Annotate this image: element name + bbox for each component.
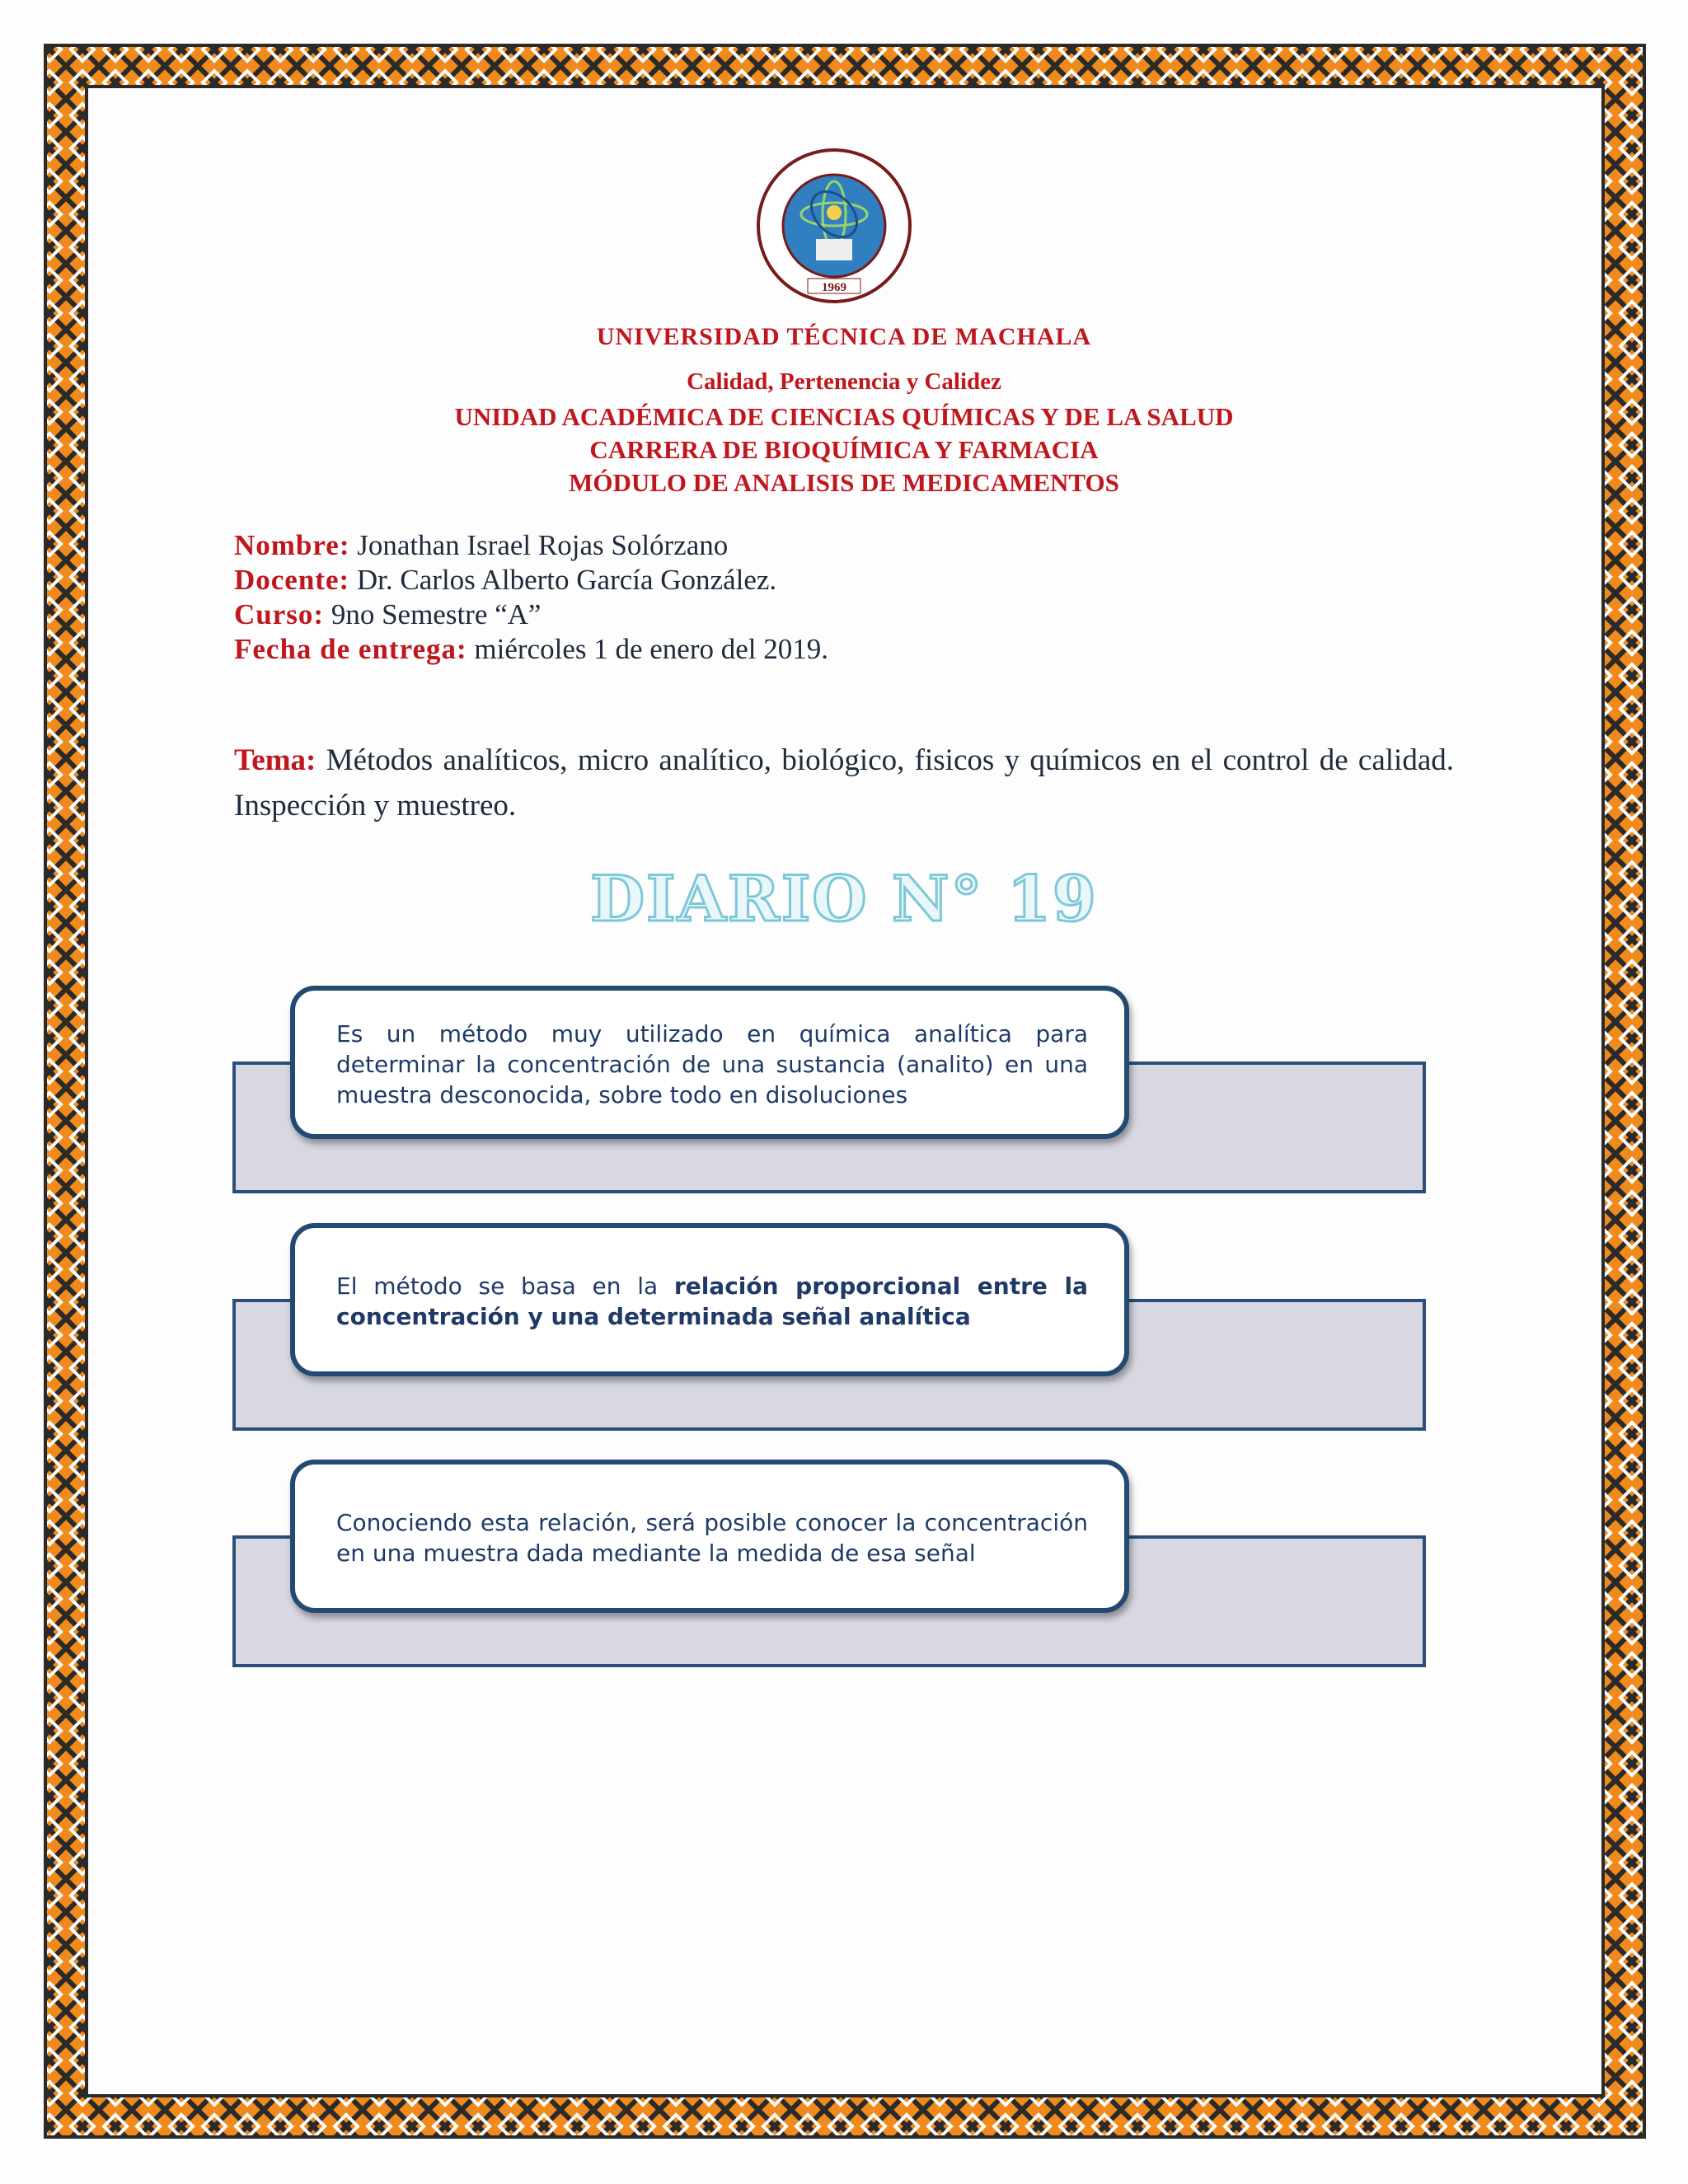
date-row (234, 633, 828, 666)
diario-title (0, 853, 1688, 935)
course-label: Curso: (234, 598, 325, 630)
course-value: 9no Semestre “A” (331, 598, 542, 630)
module-name: MÓDULO DE ANALISIS DE MEDICAMENTOS (569, 468, 1119, 497)
info-card-2 (290, 1223, 1129, 1376)
teacher-label: Docente: (234, 564, 350, 596)
university-name: UNIVERSIDAD TÉCNICA DE MACHALA (596, 323, 1092, 350)
info-card-1 (290, 986, 1129, 1139)
topic-label: Tema: (234, 743, 316, 777)
card-2-text-plain: El método se basa en la (336, 1272, 674, 1300)
name-value: Jonathan Israel Rojas Solórzano (357, 529, 729, 561)
card-1-text: Es un método muy utilizado en química analítica para determinar la concentración de una sustancia (analito) en una muestra desconocida, sobre todo en disoluciones (336, 1020, 1088, 1108)
diario-title-text: DIARIO N° 19 (590, 862, 1098, 935)
student-name-row (234, 529, 728, 562)
topic-paragraph (234, 738, 1454, 828)
topic-text: Métodos analíticos, micro analítico, biológico, fisicos y químicos en el control de calidad. Inspección y muestreo. (234, 743, 1454, 823)
seal-year: 1969 (822, 281, 846, 294)
university-motto: Calidad, Pertenencia y Calidez (687, 368, 1001, 395)
teacher-value: Dr. Carlos Alberto García González. (356, 564, 777, 596)
card-3-text: Conociendo esta relación, será posible conocer la concentración en una muestra dada mediante la medida de esa señal (336, 1509, 1088, 1567)
card-2-text-bold: relación proporcional entre la concentración y una determinada señal analítica (336, 1272, 1088, 1330)
name-label: Nombre: (234, 529, 350, 561)
date-value: miércoles 1 de enero del 2019. (474, 633, 828, 665)
info-card-3 (290, 1460, 1129, 1613)
career-name: CARRERA DE BIOQUÍMICA Y FARMACIA (589, 435, 1099, 464)
teacher-row (234, 564, 776, 597)
course-row (234, 598, 541, 631)
university-seal-logo (753, 148, 915, 303)
academic-unit: UNIDAD ACADÉMICA DE CIENCIAS QUÍMICAS Y DE LA SALUD (454, 402, 1234, 431)
date-label: Fecha de entrega: (234, 633, 467, 665)
